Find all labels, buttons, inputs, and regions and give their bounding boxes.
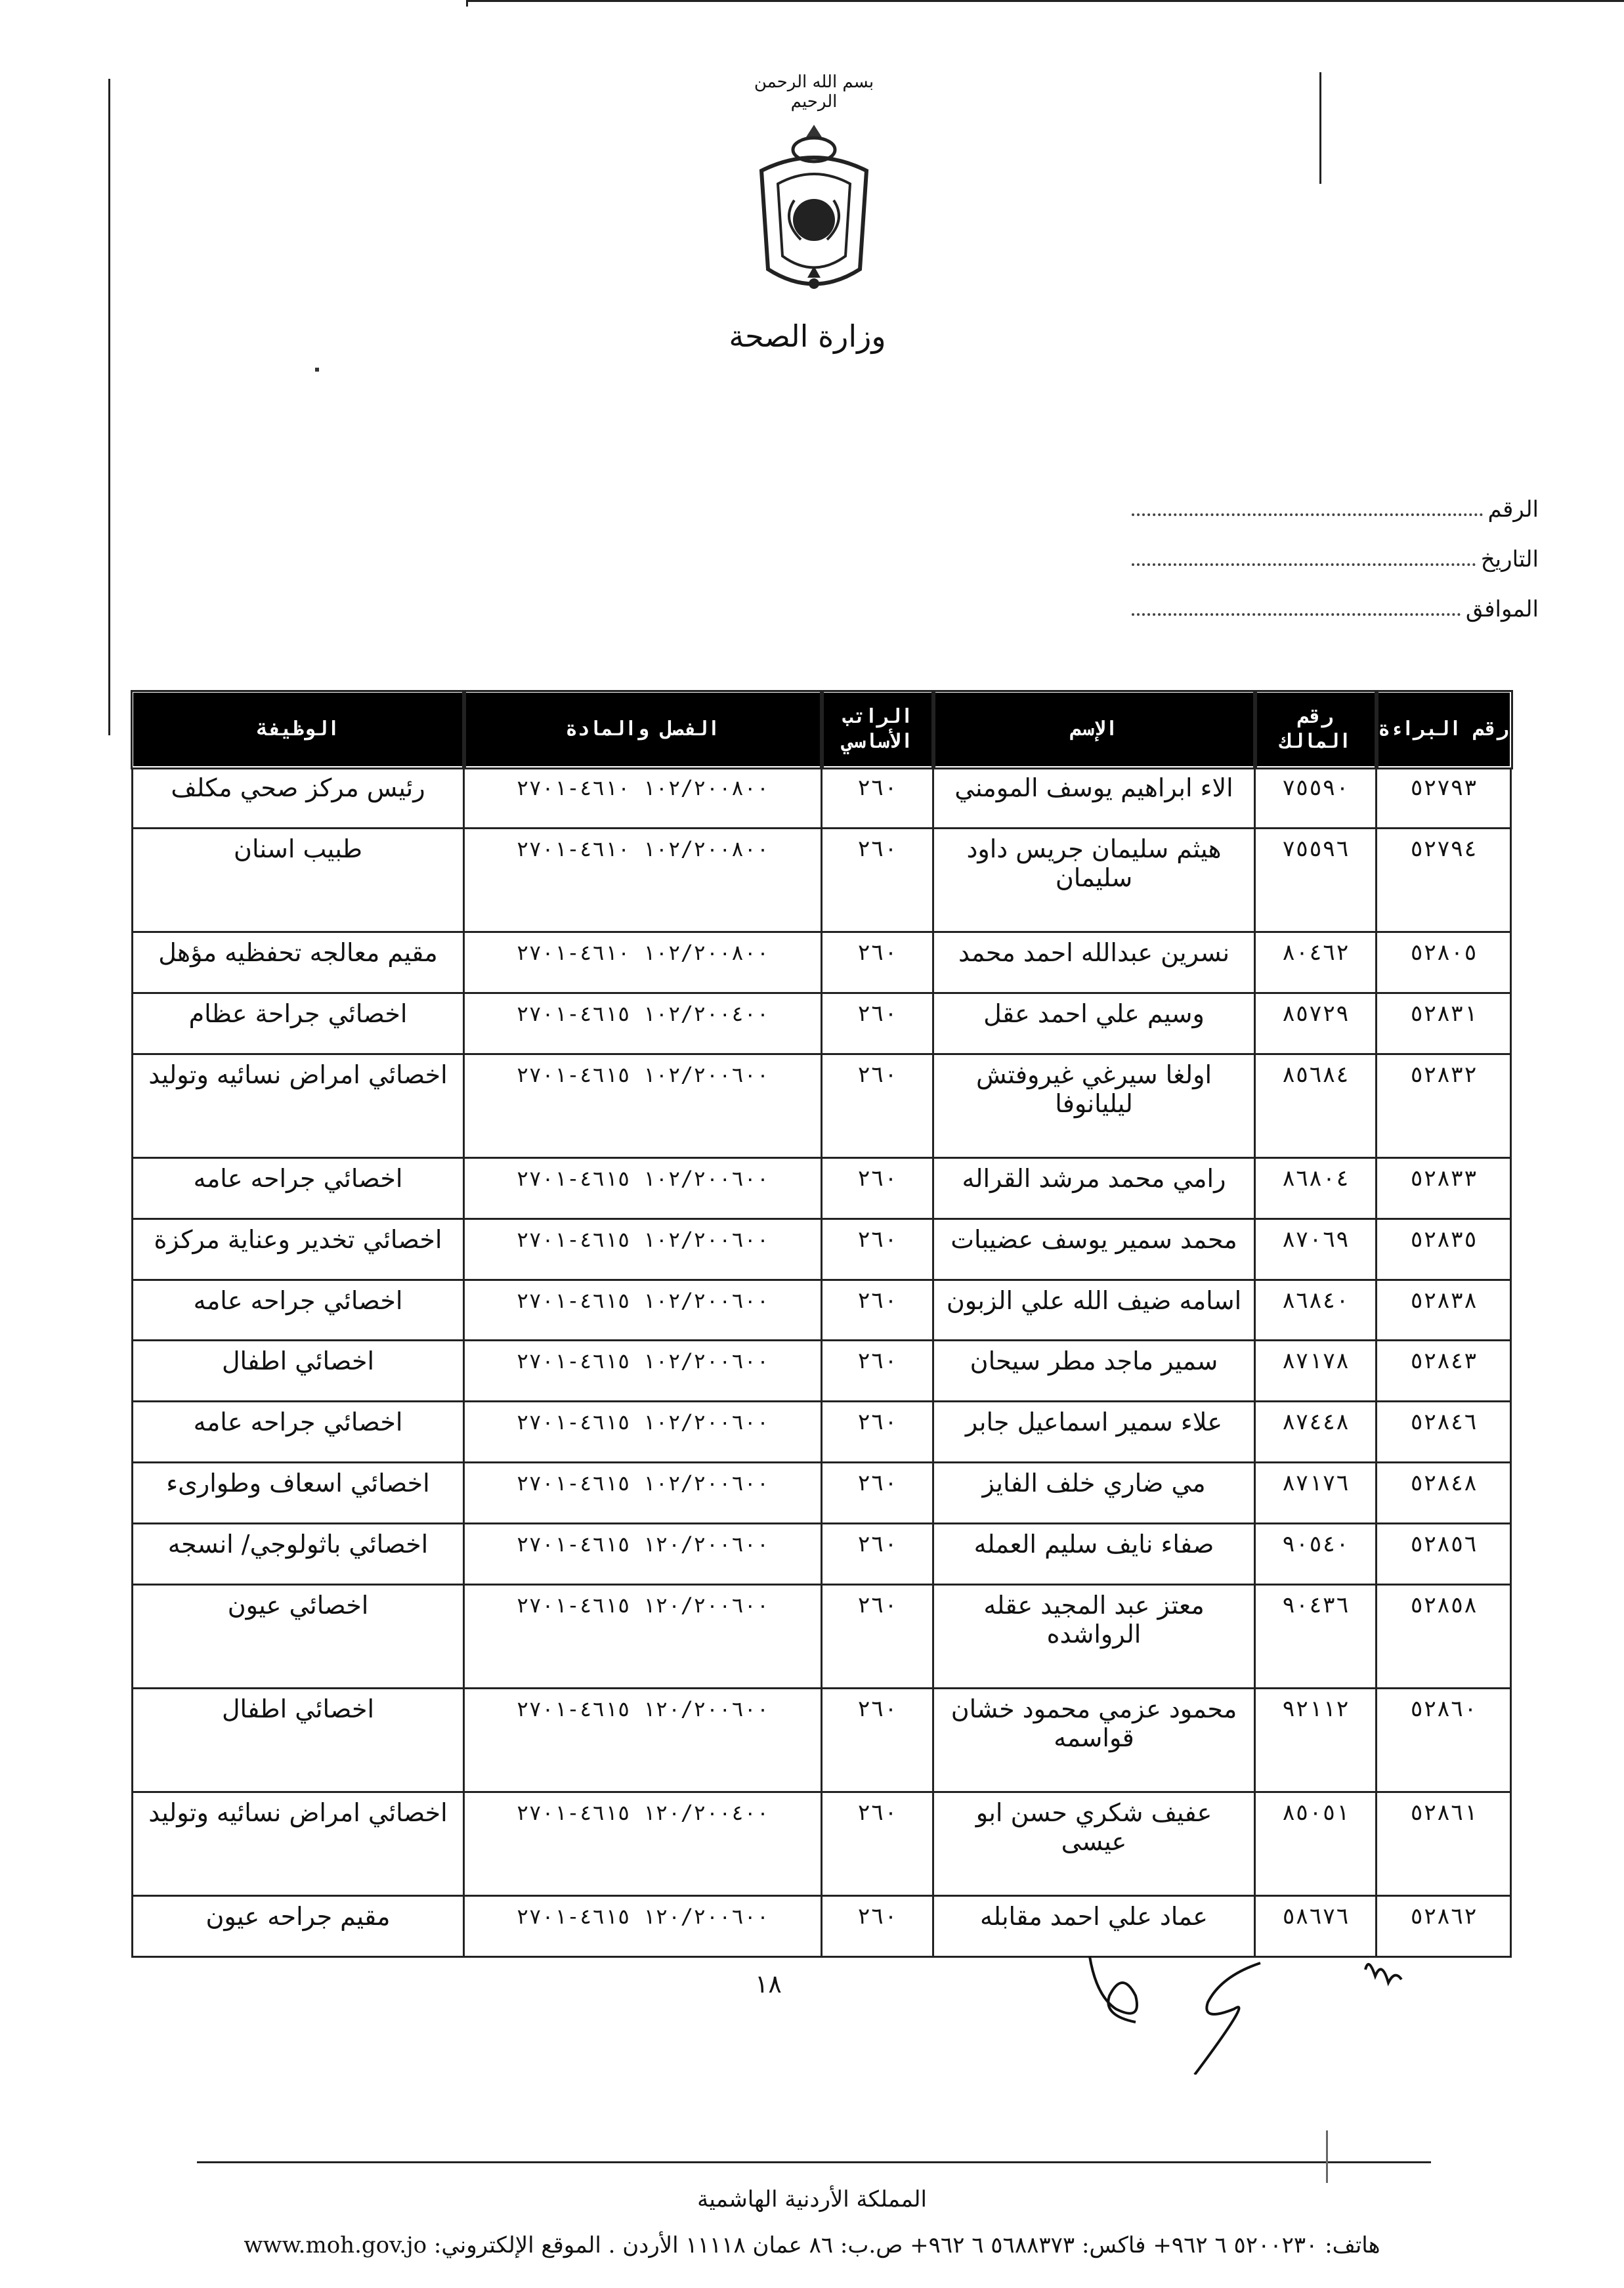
cell-chapter-article: ١٢٠/٢٠٠٦٠٠ ٤٦١٥-٢٧٠١ bbox=[464, 1895, 822, 1956]
footer-contact: هاتف: ٥٢٠٠٢٣٠ ٦ ٩٦٢+ فاكس: ٥٦٨٨٣٧٣ ٦ ٩٦٢+ ص.ب: ٨٦ عمان ١١١١٨ الأردن . الموقع الإلكتروني: www.moh.gov.jo bbox=[244, 2232, 1380, 2258]
cell-ministry-number: ٥٨٦٧٦ bbox=[1255, 1895, 1377, 1956]
cell-basic-salary: ٢٦٠ bbox=[822, 1054, 933, 1157]
cell-job: اخصائي امراض نسائيه وتوليد bbox=[133, 1792, 464, 1896]
table-row bbox=[133, 1689, 1511, 1792]
cell-job: اخصائي عيون bbox=[133, 1585, 464, 1689]
cell-license-number: ٥٢٨٥٨ bbox=[1377, 1585, 1511, 1689]
staff-table bbox=[131, 691, 1512, 1958]
table-row bbox=[133, 932, 1511, 993]
date-blank bbox=[1132, 563, 1476, 566]
cell-name: عفيف شكري حسن ابو عيسى bbox=[933, 1792, 1255, 1896]
table-row bbox=[133, 1054, 1511, 1157]
table-row bbox=[133, 993, 1511, 1054]
cell-license-number: ٥٢٨٦٠ bbox=[1377, 1689, 1511, 1792]
cell-ministry-number: ٨٧١٧٦ bbox=[1255, 1463, 1377, 1524]
cell-ministry-number: ٨٧١٧٨ bbox=[1255, 1341, 1377, 1402]
cell-basic-salary: ٢٦٠ bbox=[822, 1792, 933, 1896]
cell-name: سمير ماجد مطر سيحان bbox=[933, 1341, 1255, 1402]
cell-license-number: ٥٢٨٣٥ bbox=[1377, 1219, 1511, 1280]
cell-basic-salary: ٢٦٠ bbox=[822, 932, 933, 993]
frame-left-line bbox=[108, 79, 110, 735]
cell-chapter-article: ١٢٠/٢٠٠٦٠٠ ٤٦١٥-٢٧٠١ bbox=[464, 1524, 822, 1585]
table-row bbox=[133, 1524, 1511, 1585]
cell-chapter-article: ١٠٢/٢٠٠٦٠٠ ٤٦١٥-٢٧٠١ bbox=[464, 1402, 822, 1463]
cell-name: نسرين عبدالله احمد محمد bbox=[933, 932, 1255, 993]
cell-license-number: ٥٢٨٣٢ bbox=[1377, 1054, 1511, 1157]
frame-top-left-tick bbox=[466, 0, 468, 7]
date-row bbox=[1132, 523, 1539, 572]
cell-ministry-number: ٨٦٨٤٠ bbox=[1255, 1280, 1377, 1341]
cell-license-number: ٥٢٧٩٤ bbox=[1377, 828, 1511, 932]
cell-license-number: ٥٢٨٤٦ bbox=[1377, 1402, 1511, 1463]
cell-chapter-article: ١٠٢/٢٠٠٦٠٠ ٤٦١٥-٢٧٠١ bbox=[464, 1157, 822, 1219]
cell-chapter-article: ١٢٠/٢٠٠٤٠٠ ٤٦١٥-٢٧٠١ bbox=[464, 1792, 822, 1896]
cell-name: عماد علي احمد مقابله bbox=[933, 1895, 1255, 1956]
cell-basic-salary: ٢٦٠ bbox=[822, 1463, 933, 1524]
reference-number-label: الرقم bbox=[1487, 496, 1539, 523]
cell-basic-salary: ٢٦٠ bbox=[822, 1524, 933, 1585]
cell-chapter-article: ١٠٢/٢٠٠٦٠٠ ٤٦١٥-٢٧٠١ bbox=[464, 1219, 822, 1280]
cell-license-number: ٥٢٨٤٣ bbox=[1377, 1341, 1511, 1402]
frame-top-line bbox=[466, 0, 1624, 2]
cell-chapter-article: ١٠٢/٢٠٠٨٠٠ ٤٦١٠-٢٧٠١ bbox=[464, 932, 822, 993]
cell-name: اسامه ضيف الله علي الزبون bbox=[933, 1280, 1255, 1341]
cell-basic-salary: ٢٦٠ bbox=[822, 1280, 933, 1341]
crest-icon bbox=[748, 112, 880, 302]
cell-ministry-number: ٩٠٤٣٦ bbox=[1255, 1585, 1377, 1689]
cell-name: هيثم سليمان جريس داود سليمان bbox=[933, 828, 1255, 932]
cell-basic-salary: ٢٦٠ bbox=[822, 767, 933, 829]
cell-ministry-number: ٨٥٦٨٤ bbox=[1255, 1054, 1377, 1157]
reference-number-row bbox=[1132, 473, 1539, 523]
header-name: الإسم bbox=[933, 692, 1255, 767]
cell-license-number: ٥٢٨٤٨ bbox=[1377, 1463, 1511, 1524]
cell-job: اخصائي باثولوجي/ انسجه bbox=[133, 1524, 464, 1585]
cell-name: معتز عبد المجيد عقله الرواشده bbox=[933, 1585, 1255, 1689]
header-ministry-number: رقم المالك bbox=[1255, 692, 1377, 767]
cell-ministry-number: ٨٠٤٦٢ bbox=[1255, 932, 1377, 993]
page-number: ١٨ bbox=[755, 1970, 782, 1998]
cell-basic-salary: ٢٦٠ bbox=[822, 1585, 933, 1689]
cell-license-number: ٥٢٨٣٣ bbox=[1377, 1157, 1511, 1219]
footer-tick bbox=[1326, 2130, 1328, 2183]
cell-basic-salary: ٢٦٠ bbox=[822, 1219, 933, 1280]
cell-ministry-number: ٨٧٠٦٩ bbox=[1255, 1219, 1377, 1280]
cell-chapter-article: ١٠٢/٢٠٠٨٠٠ ٤٦١٠-٢٧٠١ bbox=[464, 767, 822, 829]
cell-job: اخصائي اطفال bbox=[133, 1689, 464, 1792]
frame-right-line bbox=[1319, 72, 1321, 184]
table-row bbox=[133, 1463, 1511, 1524]
cell-name: مي ضاري خلف الفايز bbox=[933, 1463, 1255, 1524]
corresponding-date-label: الموافق bbox=[1465, 596, 1539, 622]
cell-job: اخصائي جراحه عامه bbox=[133, 1280, 464, 1341]
table-row bbox=[133, 828, 1511, 932]
cell-license-number: ٥٢٨٣١ bbox=[1377, 993, 1511, 1054]
cell-chapter-article: ١٠٢/٢٠٠٦٠٠ ٤٦١٥-٢٧٠١ bbox=[464, 1463, 822, 1524]
cell-chapter-article: ١٠٢/٢٠٠٦٠٠ ٤٦١٥-٢٧٠١ bbox=[464, 1341, 822, 1402]
corresponding-date-blank bbox=[1132, 613, 1461, 616]
cell-chapter-article: ١٠٢/٢٠٠٦٠٠ ٤٦١٥-٢٧٠١ bbox=[464, 1054, 822, 1157]
cell-ministry-number: ٨٥٠٥١ bbox=[1255, 1792, 1377, 1896]
cell-license-number: ٥٢٨٣٨ bbox=[1377, 1280, 1511, 1341]
cell-job: طبيب اسنان bbox=[133, 828, 464, 932]
table-header-row bbox=[133, 692, 1511, 767]
table-row bbox=[133, 1280, 1511, 1341]
cell-name: وسيم علي احمد عقل bbox=[933, 993, 1255, 1054]
table-row bbox=[133, 1341, 1511, 1402]
header-basic-salary: الراتب الأساسي bbox=[822, 692, 933, 767]
cell-chapter-article: ١٠٢/٢٠٠٨٠٠ ٤٦١٠-٢٧٠١ bbox=[464, 828, 822, 932]
cell-job: اخصائي امراض نسائيه وتوليد bbox=[133, 1054, 464, 1157]
header-job: الوظيفة bbox=[133, 692, 464, 767]
cell-basic-salary: ٢٦٠ bbox=[822, 1689, 933, 1792]
cell-name: محمد سمير يوسف عضيبات bbox=[933, 1219, 1255, 1280]
cell-license-number: ٥٢٨٦١ bbox=[1377, 1792, 1511, 1896]
reference-fields bbox=[1132, 473, 1539, 622]
cell-basic-salary: ٢٦٠ bbox=[822, 828, 933, 932]
cell-job: اخصائي اطفال bbox=[133, 1341, 464, 1402]
cell-name: محمود عزمي محمود خشان قواسمه bbox=[933, 1689, 1255, 1792]
signatures bbox=[1077, 1943, 1470, 2075]
cell-job: اخصائي تخدير وعناية مركزة bbox=[133, 1219, 464, 1280]
cell-job: مقيم معالجه تحفظيه مؤهل bbox=[133, 932, 464, 993]
cell-job: مقيم جراحه عيون bbox=[133, 1895, 464, 1956]
cell-basic-salary: ٢٦٠ bbox=[822, 1402, 933, 1463]
cell-ministry-number: ٧٥٥٩٦ bbox=[1255, 828, 1377, 932]
cell-name: الاء ابراهيم يوسف المومني bbox=[933, 767, 1255, 829]
reference-number-blank bbox=[1132, 513, 1483, 516]
cell-name: صفاء نايف سليم العمله bbox=[933, 1524, 1255, 1585]
cell-ministry-number: ٩٠٥٤٠ bbox=[1255, 1524, 1377, 1585]
cell-ministry-number: ٨٧٤٤٨ bbox=[1255, 1402, 1377, 1463]
cell-job: رئيس مركز صحي مكلف bbox=[133, 767, 464, 829]
corresponding-date-row bbox=[1132, 572, 1539, 622]
coat-of-arms bbox=[742, 72, 886, 305]
cell-ministry-number: ٨٥٧٢٩ bbox=[1255, 993, 1377, 1054]
cell-license-number: ٥٢٨٦٢ bbox=[1377, 1895, 1511, 1956]
cell-job: اخصائي جراحة عظام bbox=[133, 993, 464, 1054]
table-row bbox=[133, 1219, 1511, 1280]
cell-chapter-article: ١٢٠/٢٠٠٦٠٠ ٤٦١٥-٢٧٠١ bbox=[464, 1585, 822, 1689]
footer-kingdom: المملكة الأردنية الهاشمية bbox=[697, 2186, 927, 2212]
cell-chapter-article: ١٠٢/٢٠٠٤٠٠ ٤٦١٥-٢٧٠١ bbox=[464, 993, 822, 1054]
header-chapter-article: الفصل والمادة bbox=[464, 692, 822, 767]
cell-basic-salary: ٢٦٠ bbox=[822, 1341, 933, 1402]
footer-divider bbox=[197, 2161, 1431, 2163]
header-license-number: رقم البراءة bbox=[1377, 692, 1511, 767]
table-row bbox=[133, 1792, 1511, 1896]
cell-name: رامي محمد مرشد القراله bbox=[933, 1157, 1255, 1219]
cell-chapter-article: ١٠٢/٢٠٠٦٠٠ ٤٦١٥-٢٧٠١ bbox=[464, 1280, 822, 1341]
cell-basic-salary: ٢٦٠ bbox=[822, 1157, 933, 1219]
table-row bbox=[133, 767, 1511, 829]
basmala-text: بسم الله الرحمن الرحيم bbox=[754, 72, 874, 112]
cell-job: اخصائي جراحه عامه bbox=[133, 1157, 464, 1219]
cell-basic-salary: ٢٦٠ bbox=[822, 993, 933, 1054]
cell-license-number: ٥٢٧٩٣ bbox=[1377, 767, 1511, 829]
speck bbox=[315, 368, 319, 372]
cell-job: اخصائي اسعاف وطوارىء bbox=[133, 1463, 464, 1524]
cell-name: اولغا سيرغي غيروفتش ليليانوفا bbox=[933, 1054, 1255, 1157]
cell-ministry-number: ٩٢١١٢ bbox=[1255, 1689, 1377, 1792]
cell-license-number: ٥٢٨٠٥ bbox=[1377, 932, 1511, 993]
date-label: التاريخ bbox=[1480, 546, 1539, 572]
cell-ministry-number: ٨٦٨٠٤ bbox=[1255, 1157, 1377, 1219]
cell-name: علاء سمير اسماعيل جابر bbox=[933, 1402, 1255, 1463]
cell-job: اخصائي جراحه عامه bbox=[133, 1402, 464, 1463]
table-row bbox=[133, 1585, 1511, 1689]
ministry-name: وزارة الصحة bbox=[729, 318, 886, 354]
table-row bbox=[133, 1157, 1511, 1219]
table-row bbox=[133, 1402, 1511, 1463]
cell-basic-salary: ٢٦٠ bbox=[822, 1895, 933, 1956]
cell-license-number: ٥٢٨٥٦ bbox=[1377, 1524, 1511, 1585]
cell-chapter-article: ١٢٠/٢٠٠٦٠٠ ٤٦١٥-٢٧٠١ bbox=[464, 1689, 822, 1792]
cell-ministry-number: ٧٥٥٩٠ bbox=[1255, 767, 1377, 829]
